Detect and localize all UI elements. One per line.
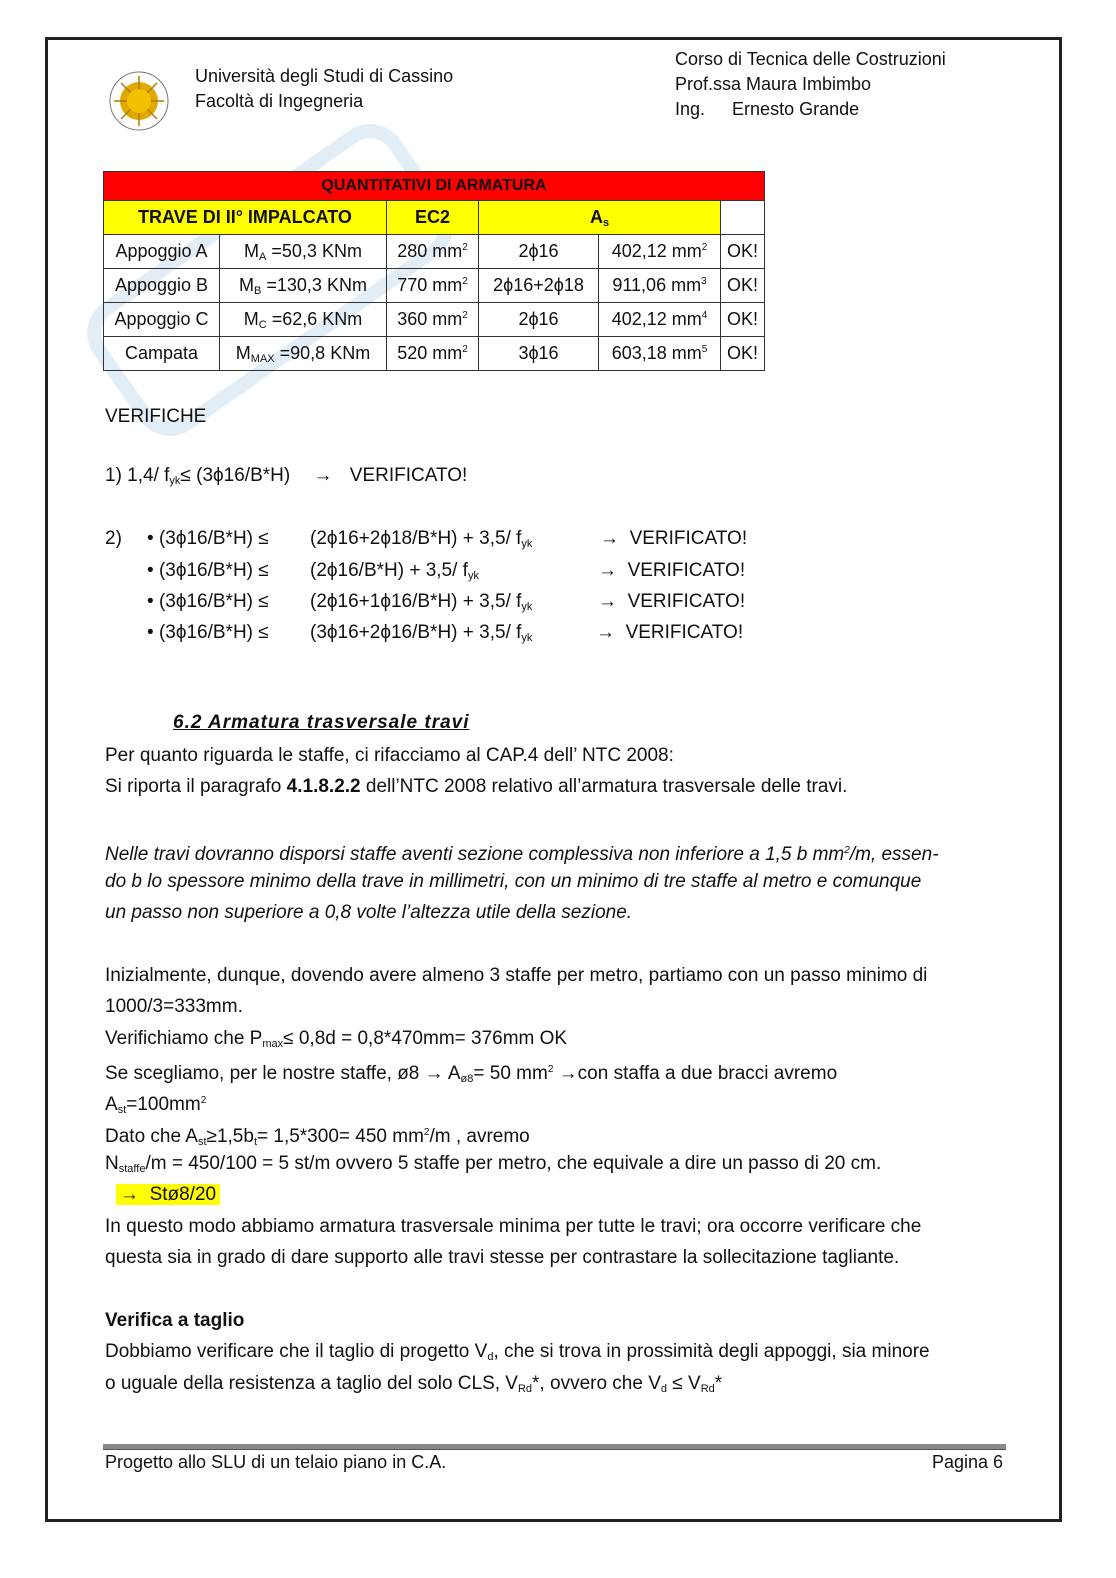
list-item: • (3ϕ16/B*H) ≤ <box>147 528 269 549</box>
arrow-icon: → <box>120 1184 139 1205</box>
subsection-title: Verifica a taglio <box>105 1310 245 1331</box>
arrow-icon: → <box>598 591 617 612</box>
table-header-row <box>104 201 765 235</box>
row-bars: 2ϕ16 <box>479 303 599 337</box>
row-ok: OK! <box>721 337 765 371</box>
list-item-rhs: (2ϕ16+1ϕ16/B*H) + 3,5/ $f_{yk}$ <box>310 591 533 613</box>
table-title: QUANTITATIVI DI ARMATURA <box>104 172 765 201</box>
engineer-name: Ernesto Grande <box>732 99 860 119</box>
row-ok: OK! <box>721 235 765 269</box>
row-ok: OK! <box>721 269 765 303</box>
header-blank <box>721 201 765 235</box>
row-moment: $M_B =130,3$ KNm <box>220 269 387 303</box>
paragraph: $A_{st}=100mm^2$ <box>105 1094 207 1116</box>
row-moment: $M_C =62,6$ KNm <box>220 303 387 337</box>
quote-line: un passo non superiore a 0,8 volte l’altezza utile della sezione. <box>105 902 633 923</box>
paragraph: Dobbiamo verificare che il taglio di progetto $V_d$, che si trova in prossimità degli appoggi, sia minore <box>105 1341 930 1363</box>
quote-line: Nelle travi dovranno disporsi staffe aventi sezione complessiva non inferiore a 1,5 b $mm^2/m$, essen- <box>105 844 939 865</box>
university-logo-icon <box>108 70 170 132</box>
reinforcement-table <box>103 171 765 371</box>
row-ec2: 520 $mm^2$ <box>387 337 479 371</box>
professor-name: Prof.ssa Maura Imbimbo <box>675 74 872 94</box>
row-name: Appoggio A <box>104 235 220 269</box>
header-as: $A_s$ <box>479 201 721 235</box>
highlight-result: → Stø8/20 <box>116 1183 220 1207</box>
verifica-2-number: 2) <box>105 528 122 549</box>
paragraph: In questo modo abbiamo armatura trasversale minima per tutte le travi; ora occorre verificare che <box>105 1216 922 1237</box>
footer-title: Progetto allo SLU di un telaio piano in C.A. <box>105 1452 447 1472</box>
paragraph: Si riporta il paragrafo 4.1.8.2.2 dell’NTC 2008 relativo all’armatura trasversale delle travi. <box>105 776 848 797</box>
row-moment: $M_{MAX} =90,8$ KNm <box>220 337 387 371</box>
table-row <box>104 303 765 337</box>
arrow-icon: → <box>596 622 615 643</box>
verifica-1: 1) 1,4/ $f_{yk}\le (3\phi 16/B*H)$ → VERIFICATO! <box>105 465 468 487</box>
section-title: 6.2 Armatura trasversale travi <box>173 712 470 733</box>
list-item-rhs: (2ϕ16/B*H) + 3,5/ $f_{yk}$ <box>310 560 479 582</box>
faculty-name: Facoltà di Ingegneria <box>195 91 364 111</box>
row-moment: $M_A =50,3$ KNm <box>220 235 387 269</box>
table-row <box>104 337 765 371</box>
row-bars: 2ϕ16+2ϕ18 <box>479 269 599 303</box>
bullet-icon: • <box>147 591 154 612</box>
header-left <box>195 64 453 114</box>
table-title-row <box>104 172 765 201</box>
paragraph: 1000/3=333mm. <box>105 996 243 1017</box>
row-name: Appoggio C <box>104 303 220 337</box>
list-item: • (3ϕ16/B*H) ≤ <box>147 560 269 581</box>
row-ec2: 280 $mm^2$ <box>387 235 479 269</box>
university-name: Università degli Studi di Cassino <box>195 66 454 86</box>
footer-divider <box>103 1444 1006 1450</box>
verifiche-title: VERIFICHE <box>105 406 207 427</box>
paragraph: Per quanto riguarda le staffe, ci rifacciamo al CAP.4 dell’ NTC 2008: <box>105 745 674 766</box>
row-ok: OK! <box>721 303 765 337</box>
paragraph: questa sia in grado di dare supporto alle travi stesse per contrastare la sollecitazione tagliante. <box>105 1247 900 1268</box>
header-ec2: EC2 <box>387 201 479 235</box>
paragraph: Verifichiamo che $P_{max}\le 0,8d = 0,8*470mm= 376mm$ OK <box>105 1028 568 1050</box>
course-name: Corso di Tecnica delle Costruzioni <box>675 49 946 69</box>
list-item: • (3ϕ16/B*H) ≤ <box>147 622 269 643</box>
list-item-rhs: (2ϕ16+2ϕ18/B*H) + 3,5/ $f_{yk}$ <box>310 528 533 550</box>
quote-line: do b lo spessore minimo della trave in millimetri, con un minimo di tre staffe al metro e comunque <box>105 871 922 892</box>
list-item-result: → VERIFICATO! <box>598 560 746 581</box>
paragraph: Dato che $A_{st}\ge 1,5b_t= 1,5*300= 450$ $mm^2/m$ , avremo <box>105 1126 530 1148</box>
row-ec2: 360 $mm^2$ <box>387 303 479 337</box>
row-bars: 3ϕ16 <box>479 337 599 371</box>
arrow-icon: → <box>600 528 619 549</box>
list-item: • (3ϕ16/B*H) ≤ <box>147 591 269 612</box>
row-as: 603,18 $mm^5$ <box>599 337 721 371</box>
paragraph: $N_{staffe}/m = 450/100 = 5$ st/m ovvero 5 staffe per metro, che equivale a dire un passo di 20 cm. <box>105 1153 882 1175</box>
row-name: Appoggio B <box>104 269 220 303</box>
row-ec2: 770 $mm^2$ <box>387 269 479 303</box>
bullet-icon: • <box>147 622 154 643</box>
list-item-result: → VERIFICATO! <box>598 591 746 612</box>
bullet-icon: • <box>147 560 154 581</box>
row-as: 911,06 $mm^3$ <box>599 269 721 303</box>
paragraph: Se scegliamo, per le nostre staffe, ø8 → $A_{ø8}= 50$ $mm^2 \to con$ staffa a due bracci avremo <box>105 1063 838 1085</box>
page-number: Pagina 6 <box>931 1452 1003 1472</box>
list-item-result: → VERIFICATO! <box>600 528 748 549</box>
header-right <box>675 47 946 122</box>
row-name: Campata <box>104 337 220 371</box>
row-bars: 2ϕ16 <box>479 235 599 269</box>
row-as: 402,12 $mm^4$ <box>599 303 721 337</box>
list-item-result: → VERIFICATO! <box>596 622 744 643</box>
paragraph: Inizialmente, dunque, dovendo avere almeno 3 staffe per metro, partiamo con un passo minimo di <box>105 965 928 986</box>
engineer-label: Ing. <box>675 99 706 119</box>
arrow-icon: → <box>313 465 333 486</box>
header-beam: TRAVE DI II° IMPALCATO <box>104 201 387 235</box>
paragraph: o uguale della resistenza a taglio del solo CLS, $V_{Rd}*$, ovvero che $V_d \le V_{Rd}*$ <box>105 1373 723 1395</box>
engineer-row <box>675 97 946 122</box>
bullet-icon: • <box>147 528 154 549</box>
arrow-icon: → <box>598 560 617 581</box>
row-as: 402,12 $mm^2$ <box>599 235 721 269</box>
table-row <box>104 269 765 303</box>
list-item-rhs: (3ϕ16+2ϕ16/B*H) + 3,5/ $f_{yk}$ <box>310 622 533 644</box>
table-row <box>104 235 765 269</box>
